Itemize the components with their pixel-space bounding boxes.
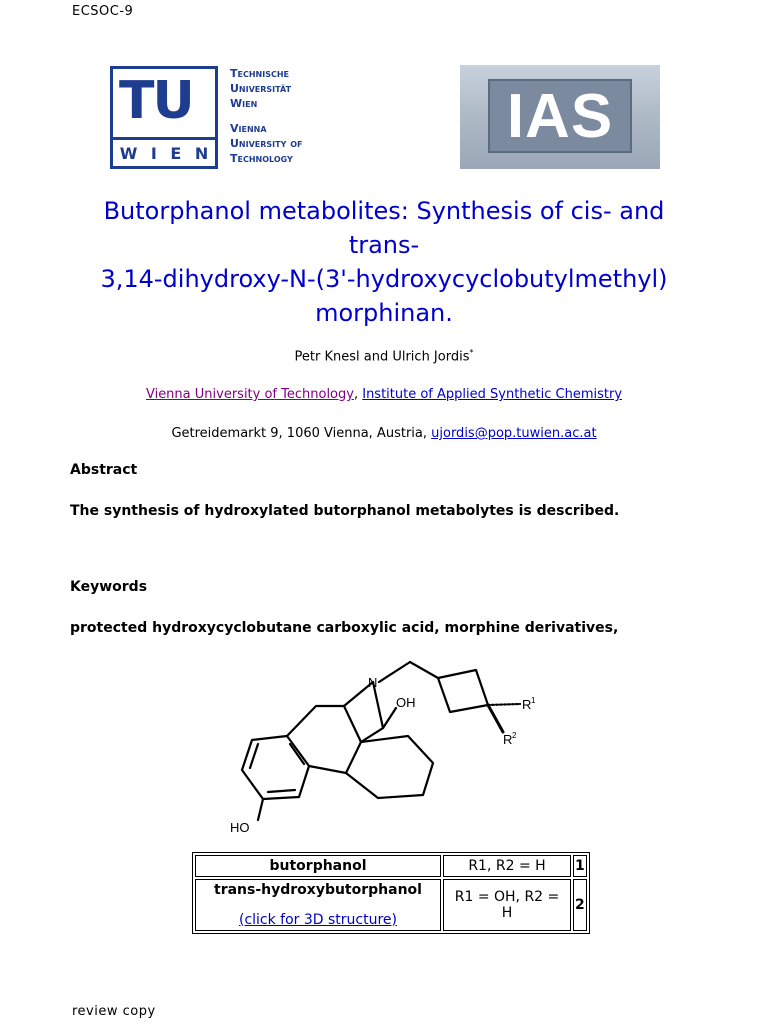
tu-wien-logo <box>110 66 218 169</box>
tu-logo-letter: I <box>150 143 157 163</box>
structure-label-r1-sup: 1 <box>531 696 536 705</box>
title-line: 3,14-dihydroxy-N-(3'-hydroxycyclobutylmethyl) <box>100 265 668 293</box>
chemical-structure <box>228 660 558 840</box>
page-title <box>40 194 728 330</box>
affiliation-separator: , <box>353 387 363 402</box>
ias-logo <box>460 65 660 169</box>
authors <box>40 348 728 364</box>
table-row <box>195 855 587 877</box>
tu-text-line: University of <box>230 137 303 150</box>
ias-logo-mark: IAS <box>488 79 632 153</box>
address <box>40 426 728 441</box>
compound-name-cell <box>195 879 441 931</box>
tu-text-line: Wien <box>230 97 258 110</box>
tu-text-line: Technische <box>230 67 289 80</box>
tu-text-line: Technology <box>230 152 293 165</box>
keywords-heading: Keywords <box>70 579 148 595</box>
tu-logo-text <box>230 66 303 166</box>
structure-label-oh: OH <box>396 695 416 710</box>
title-line: morphinan. <box>315 299 453 327</box>
authors-text: Petr Knesl and Ulrich Jordis <box>294 349 470 365</box>
keywords-text: protected hydroxycyclobutane carboxylic acid, morphine derivatives, <box>70 620 619 636</box>
substituent-cell: R1 = OH, R2 = H <box>443 879 571 931</box>
abstract-heading: Abstract <box>70 462 138 478</box>
compound-table <box>192 852 590 934</box>
structure-label-ho: HO <box>230 820 250 835</box>
table-row <box>195 879 587 931</box>
title-line: trans- <box>348 231 420 259</box>
tu-text-line: Universität <box>230 82 292 95</box>
3d-structure-link[interactable]: (click for 3D structure) <box>238 912 398 928</box>
tu-logo-mark: TU <box>119 71 193 131</box>
tu-logo-wien-bar <box>113 137 215 166</box>
tu-logo-letter: E <box>170 143 182 163</box>
author-footnote-mark: * <box>469 348 474 357</box>
title-line: Butorphanol metabolites: Synthesis of cis- and <box>103 197 665 225</box>
compound-name: trans-hydroxybutorphanol <box>214 882 422 898</box>
tu-logo-letter: W <box>119 143 138 163</box>
address-text: Getreidemarkt 9, 1060 Vienna, Austria, <box>171 426 432 441</box>
university-link[interactable]: Vienna University of Technology <box>145 387 354 402</box>
substituent-cell: R1, R2 = H <box>443 855 571 877</box>
abstract-text: The synthesis of hydroxylated butorphanol metabolytes is described. <box>70 503 620 519</box>
compound-name-cell: butorphanol <box>195 855 441 877</box>
tu-text-line: Vienna <box>230 122 267 135</box>
footer-tag: review copy <box>72 1004 156 1019</box>
affiliation <box>40 387 728 402</box>
compound-number-cell: 1 <box>573 855 587 877</box>
header-tag: ECSOC-9 <box>72 4 134 19</box>
institute-link[interactable]: Institute of Applied Synthetic Chemistry <box>362 387 623 402</box>
structure-label-n: N <box>368 675 378 690</box>
email-link[interactable]: ujordis@pop.tuwien.ac.at <box>431 426 597 441</box>
structure-label-r1: R <box>522 697 532 712</box>
tu-logo-letter: N <box>194 143 209 163</box>
structure-label-r2: R <box>503 732 513 747</box>
structure-label-r2-sup: 2 <box>512 731 517 740</box>
compound-number-cell: 2 <box>573 879 587 931</box>
